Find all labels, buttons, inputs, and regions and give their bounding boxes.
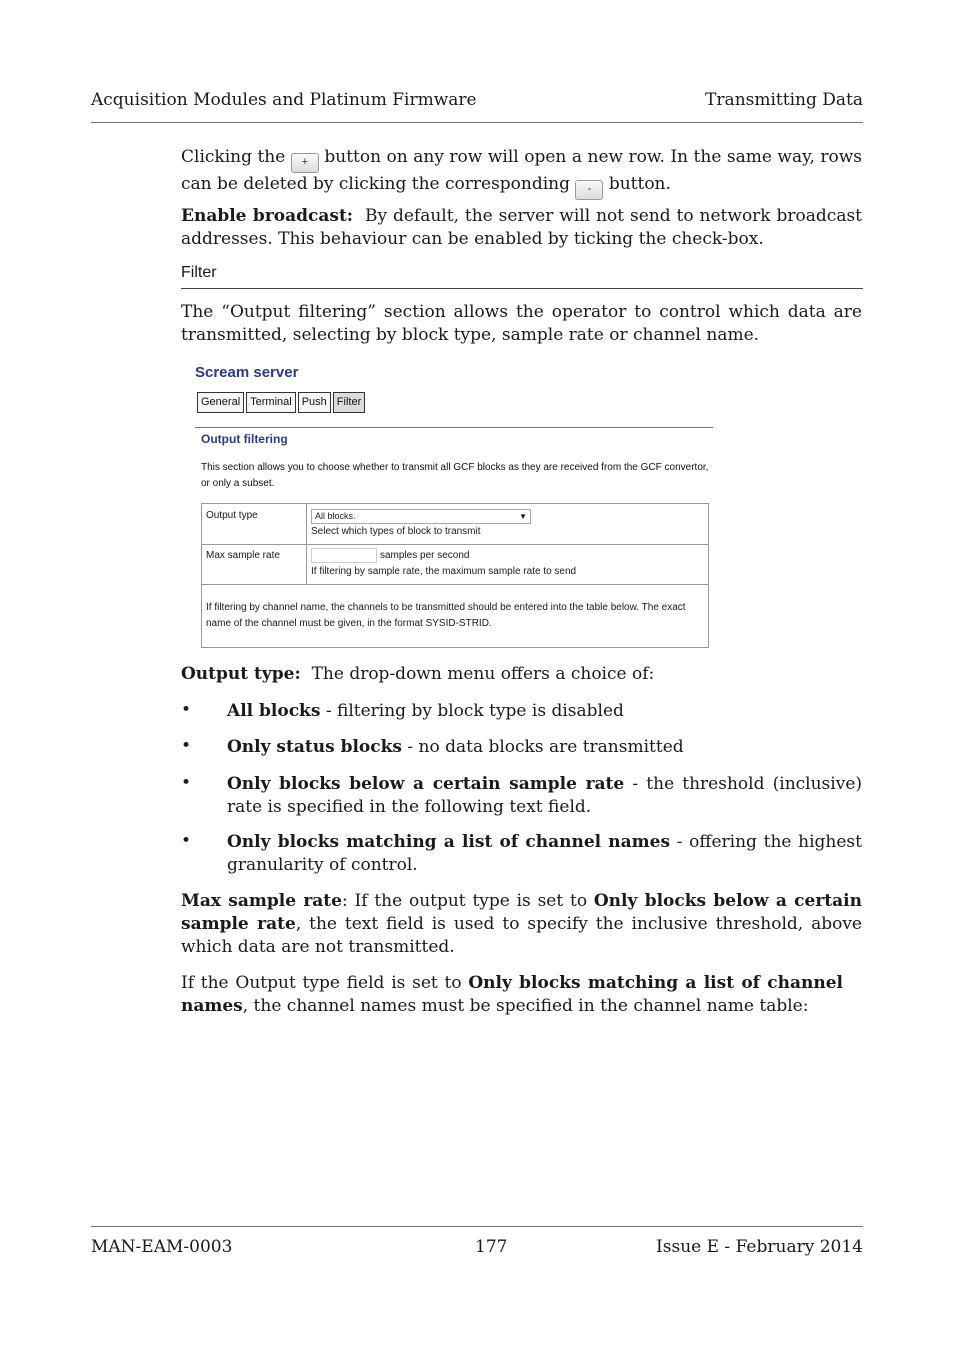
bullet-text: - no data blocks are transmitted [401, 737, 684, 757]
bullet-item [227, 736, 862, 759]
p5-text-a: : If the output type is set to [341, 891, 594, 911]
column-divider [306, 504, 307, 544]
bullet-item [227, 773, 862, 819]
max-sample-rate-input[interactable] [311, 548, 377, 563]
footer-rule [91, 1226, 863, 1227]
plus-button-icon: + [291, 153, 319, 173]
output-type-hint: Select which types of block to transmit [311, 526, 481, 537]
footer-page-number: 177 [475, 1237, 508, 1257]
bullet-text: - the threshold (inclusive) rate is specified in the following text field. [227, 774, 863, 817]
footer-issue-date: Issue E - February 2014 [656, 1237, 863, 1257]
header-rule [91, 122, 863, 123]
p1-text-c: button. [608, 174, 671, 194]
output-type-label: Output type [206, 510, 258, 521]
screenshot-rule [195, 427, 713, 428]
screenshot-tab-bar [197, 392, 365, 413]
section-heading-filter: Filter [181, 264, 217, 281]
chevron-down-icon: ▼ [519, 512, 527, 521]
bullet-text: - filtering by block type is disabled [320, 701, 624, 721]
paragraph-add-rows [181, 146, 862, 200]
screenshot-subheading: Output filtering [201, 432, 288, 446]
bullet-text: - offering the highest granularity of control. [227, 832, 862, 875]
bullet-term: All blocks [227, 701, 321, 721]
p1-text-b: button on any row will open a new row. In the same way, rows can be deleted by clicking the corresponding [181, 147, 863, 194]
running-header-section: Transmitting Data [705, 90, 863, 110]
p6-text-a: If the Output type field is set to [181, 973, 469, 993]
max-sample-rate-term: Max sample rate [181, 891, 342, 911]
bullet-symbol: • [181, 736, 192, 756]
paragraph-output-type [181, 663, 862, 686]
paragraph-output-filtering: The “Output filtering” section allows the operator to control which data are transmitted, selecting by block type, sample rate or channel name. [181, 302, 862, 345]
output-type-term: Output type: [181, 664, 301, 684]
section-rule [181, 288, 863, 289]
max-sample-rate-hint: If filtering by sample rate, the maximum sample rate to send [311, 566, 577, 577]
tab-push[interactable]: Push [298, 392, 331, 413]
footer-document-id: MAN-EAM-0003 [91, 1237, 233, 1257]
p1-text-a: Clicking the [181, 147, 286, 167]
bullet-term: Only status blocks [227, 737, 402, 757]
screenshot-description: This section allows you to choose whether to transmit all GCF blocks as they are received from the GCF convertor, or only a subset. [201, 462, 709, 489]
column-divider [306, 544, 307, 584]
max-sample-rate-label: Max sample rate [206, 550, 280, 561]
bullet-item [227, 831, 862, 877]
output-type-text: The drop-down menu offers a choice of: [311, 664, 655, 684]
tab-general[interactable]: General [197, 392, 244, 413]
tab-terminal[interactable]: Terminal [246, 392, 296, 413]
output-type-select[interactable] [311, 509, 531, 524]
p6-text-b: , the channel names must be specified in the channel name table: [242, 996, 809, 1016]
p6-bold-option: Only blocks matching a list of channel names [181, 973, 843, 1016]
scream-server-screenshot [190, 356, 720, 652]
row-output-type [202, 504, 708, 545]
channel-name-note: If filtering by channel name, the channels to be transmitted should be entered into the table below. The exact name of the channel must be given, in the format SYSID-STRID. [206, 602, 686, 629]
screenshot-title: Scream server [195, 364, 299, 381]
minus-button-icon: - [575, 180, 603, 200]
paragraph-enable-broadcast [181, 205, 862, 251]
paragraph-max-sample-rate [181, 890, 862, 959]
enable-broadcast-label: Enable broadcast: [181, 206, 354, 226]
tab-filter[interactable]: Filter [333, 392, 365, 413]
row-max-sample-rate [202, 544, 708, 585]
p5-text-b: , the text field is used to specify the inclusive threshold, above which data are not transmitted. [181, 914, 862, 957]
paragraph-channel-names [181, 972, 843, 1018]
running-header-title: Acquisition Modules and Platinum Firmware [91, 90, 477, 110]
p5-bold-option: Only blocks below a certain sample rate [181, 891, 862, 934]
bullet-term: Only blocks below a certain sample rate [227, 774, 625, 794]
bullet-symbol: • [181, 700, 192, 720]
samples-per-second-label: samples per second [380, 550, 470, 561]
filter-settings-table [201, 503, 709, 648]
bullet-term: Only blocks matching a list of channel names [227, 832, 671, 852]
output-type-select-value: All blocks. [315, 511, 356, 521]
bullet-symbol: • [181, 773, 192, 793]
enable-broadcast-text: By default, the server will not send to network broadcast addresses. This behaviour can be enabled by ticking the check-box. [181, 206, 863, 249]
bullet-symbol: • [181, 831, 192, 851]
bullet-item [227, 700, 862, 723]
